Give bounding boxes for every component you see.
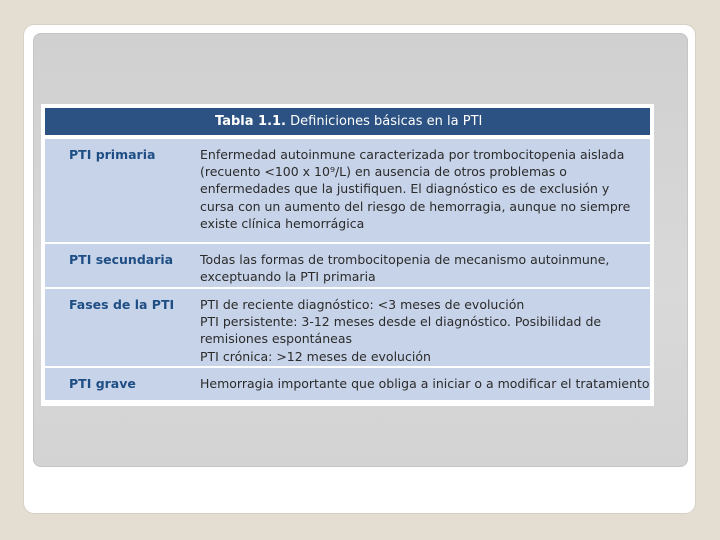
- definition-line: Hemorragia importante que obliga a iniciar o a modificar el tratamiento: [200, 376, 650, 391]
- definition-line: (recuento <100 x 10⁹/L) en ausencia de otros problemas o: [200, 164, 567, 180]
- term-cell: PTI grave: [69, 376, 136, 391]
- table-title-number: Tabla 1.1.: [215, 114, 286, 129]
- definition-line: cursa con un aumento del riesgo de hemorragia, aunque no siempre: [200, 198, 631, 214]
- term-cell: PTI primaria: [69, 147, 156, 162]
- definition-line: PTI crónica: >12 meses de evolución: [200, 348, 431, 364]
- definition-line: Todas las formas de trombocitopenia de mecanismo autoinmune,: [200, 252, 610, 267]
- table-title-text: Definiciones básicas en la PTI: [286, 114, 483, 129]
- definition-line: exceptuando la PTI primaria: [200, 269, 376, 285]
- definition-line: enfermedades que la justifiquen. El diagnóstico es de exclusión y: [200, 181, 610, 197]
- definition-line: Enfermedad autoinmune caracterizada por trombocitopenia aislada: [200, 147, 625, 162]
- table-title: [45, 108, 650, 135]
- definition-line: PTI de reciente diagnóstico: <3 meses de evolución: [200, 297, 525, 312]
- term-cell: Fases de la PTI: [69, 297, 175, 312]
- definition-cell: [175, 244, 650, 287]
- definition-line: existe clínica hemorrágica: [200, 215, 365, 231]
- definition-line: remisiones espontáneas: [200, 331, 352, 347]
- definition-cell: [175, 139, 650, 242]
- definitions-table: [41, 104, 654, 406]
- definition-line: PTI persistente: 3-12 meses desde el diagnóstico. Posibilidad de: [200, 314, 602, 330]
- table-row: [45, 289, 650, 366]
- table-row: [45, 244, 650, 287]
- table-rows: [45, 139, 650, 400]
- slide-footer-area: [33, 467, 688, 507]
- table-row: [45, 139, 650, 242]
- definition-cell: [175, 289, 650, 366]
- definition-cell: [175, 368, 658, 400]
- table-row: [45, 368, 650, 400]
- term-cell: PTI secundaria: [69, 252, 174, 267]
